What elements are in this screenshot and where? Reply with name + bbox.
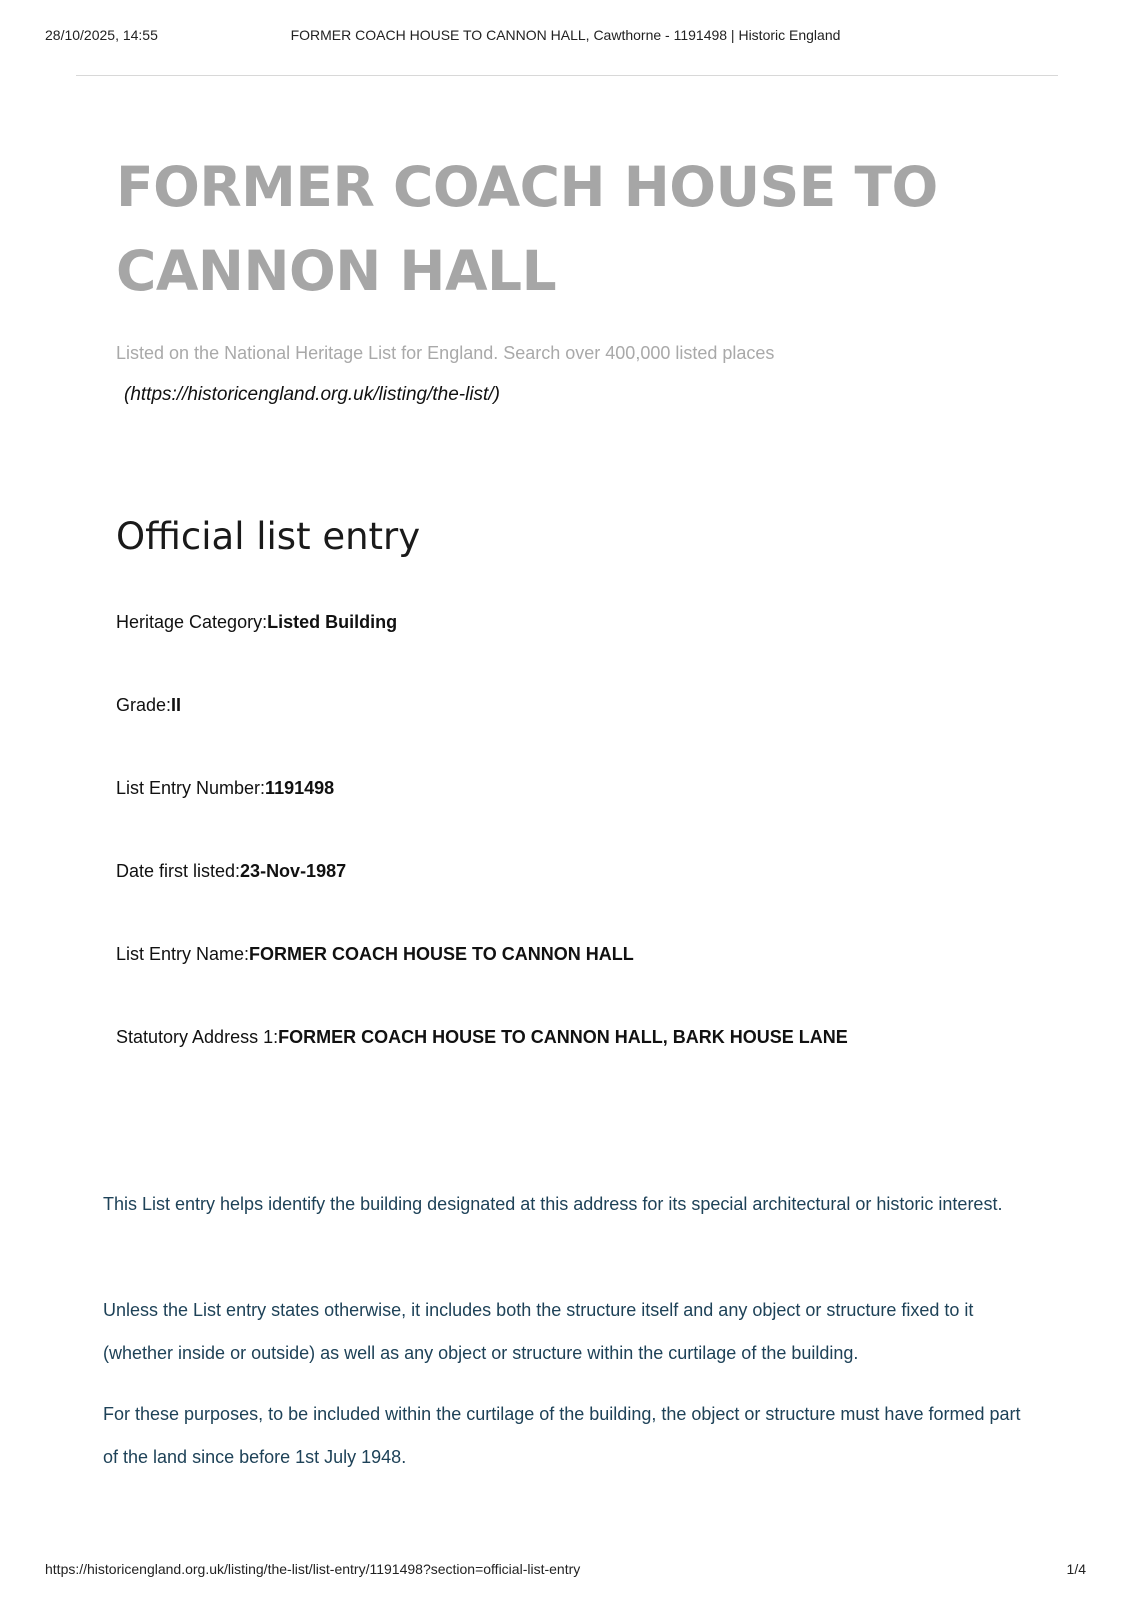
field-label: Statutory Address 1: (116, 1027, 279, 1047)
field-label: Date first listed: (116, 861, 241, 881)
field-value: FORMER COACH HOUSE TO CANNON HALL, BARK HOUSE LANE (278, 1027, 848, 1047)
field-label: Grade: (116, 695, 172, 715)
page-number: 1/4 (1066, 1561, 1086, 1577)
page-title-line1: FORMER COACH HOUSE TO (116, 155, 938, 219)
field-statutory-address (116, 1027, 848, 1048)
info-paragraph: This List entry helps identify the building designated at this address for its special architectural or historic interest. (103, 1194, 1003, 1214)
field-label: List Entry Number: (116, 778, 266, 798)
print-url: https://historicengland.org.uk/listing/the-list/list-entry/1191498?section=official-list-entry (45, 1561, 581, 1577)
field-grade (116, 695, 181, 716)
print-header (45, 27, 1086, 47)
field-heritage-category (116, 612, 397, 633)
subtitle: Listed on the National Heritage List for England. Search over 400,000 listed places (116, 343, 775, 363)
page-title-line2: CANNON HALL (116, 239, 557, 303)
print-document-title: FORMER COACH HOUSE TO CANNON HALL, Cawthorne - 1191498 | Historic England (290, 27, 841, 43)
field-value: Listed Building (267, 612, 398, 632)
header-divider (76, 75, 1058, 76)
field-value: 1191498 (265, 778, 335, 798)
page-title (116, 145, 1016, 313)
info-paragraph: For these purposes, to be included within the curtilage of the building, the object or structure must have formed part of the land since before 1st July 1948. (103, 1404, 1021, 1467)
the-list-link[interactable]: (https://historicengland.org.uk/listing/the-list/) (124, 384, 500, 405)
field-value: II (171, 695, 182, 715)
field-list-entry-number (116, 778, 334, 799)
field-label: List Entry Name: (116, 944, 250, 964)
info-paragraph: Unless the List entry states otherwise, it includes both the structure itself and any object or structure fixed to it (whether inside or outside) as well as any object or structure within the curtilage of the building. (103, 1300, 974, 1363)
field-date-first-listed (116, 861, 346, 882)
field-value: 23-Nov-1987 (240, 861, 347, 881)
field-list-entry-name (116, 944, 634, 965)
field-value: FORMER COACH HOUSE TO CANNON HALL (249, 944, 634, 964)
print-footer (45, 1561, 1086, 1581)
field-label: Heritage Category: (116, 612, 268, 632)
official-list-entry-heading: Official list entry (116, 515, 421, 558)
print-datetime: 28/10/2025, 14:55 (45, 27, 158, 43)
